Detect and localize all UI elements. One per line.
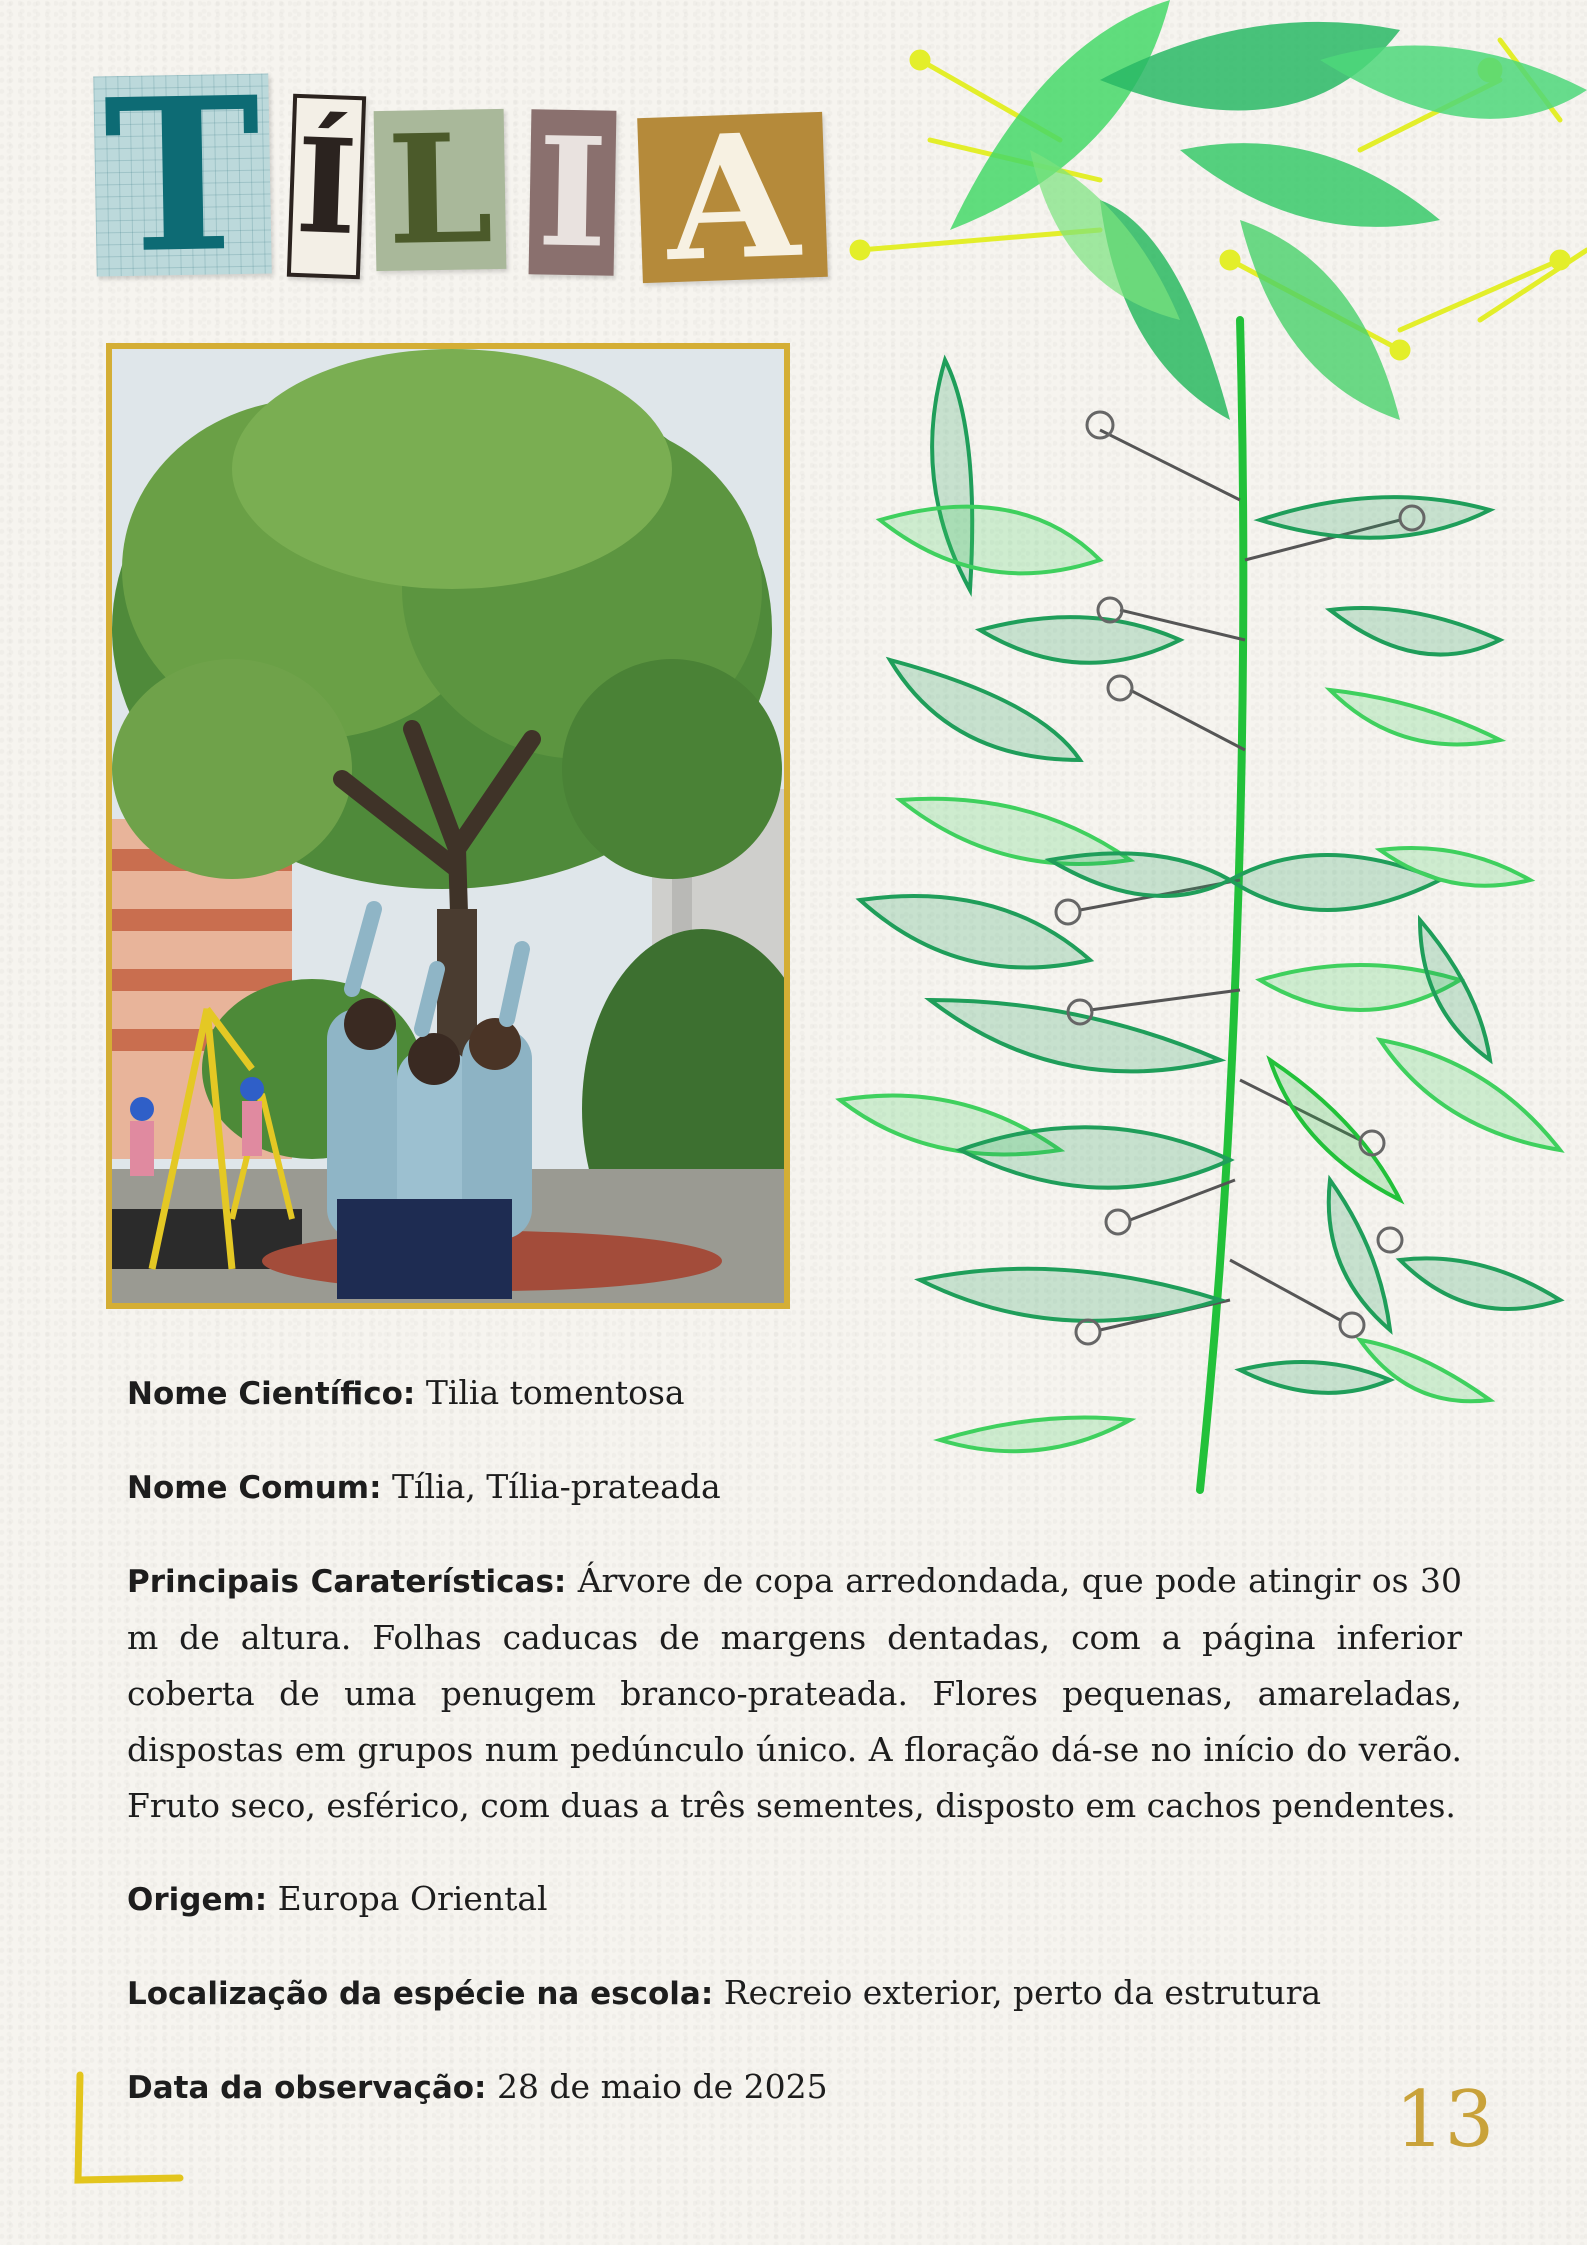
- species-info: [127, 1365, 1462, 2153]
- leaf-branch-drawing: [800, 0, 1587, 1500]
- corner-bracket-decoration: [60, 2070, 185, 2190]
- title-letter-t: T: [93, 73, 271, 276]
- tree-photo-illustration: [112, 349, 784, 1303]
- scientific-name-row: [127, 1365, 1462, 1422]
- origin-value: Europa Oriental: [267, 1879, 548, 1918]
- page-title: [95, 50, 835, 300]
- page-number: 13: [1395, 2075, 1495, 2165]
- common-name-label: Nome Comum:: [127, 1470, 382, 1506]
- scientific-name-label: Nome Científico:: [127, 1376, 416, 1412]
- origin-label: Origem:: [127, 1882, 268, 1918]
- title-letter-i-accent: Í: [287, 94, 366, 279]
- location-label: Localização da espécie na escola:: [127, 1976, 714, 2012]
- top-leaf-cluster: [950, 0, 1587, 420]
- leaves: [840, 360, 1560, 1451]
- branch-stem: [1200, 320, 1243, 1490]
- features-row: [127, 1553, 1462, 1834]
- origin-row: [127, 1871, 1462, 1928]
- features-label: Principais Caraterísticas:: [127, 1564, 567, 1600]
- title-letter-i: I: [529, 109, 617, 275]
- title-letter-a: A: [637, 112, 828, 283]
- common-name-row: [127, 1459, 1462, 1516]
- location-value: Recreio exterior, perto da estrutura: [713, 1973, 1322, 2012]
- date-label: Data da observação:: [127, 2070, 487, 2106]
- common-name-value: Tília, Tília-prateada: [381, 1467, 721, 1506]
- location-row: [127, 1965, 1462, 2022]
- features-value: Árvore de copa arredondada, que pode atingir os 30 m de altura. Folhas caducas de margens dentadas, com a página inferior coberta de uma penugem branco-prateada. Flores pequenas, amareladas, dispostas em grupos num pedúnculo único. A floração dá-se no início do verão. Fruto seco, esférico, com duas a três sementes, disposto em cachos pendentes.: [127, 1561, 1462, 1825]
- scientific-name-value: Tilia tomentosa: [415, 1373, 685, 1412]
- tree-photo: [106, 343, 790, 1309]
- title-letter-l: L: [374, 109, 507, 271]
- date-row: [127, 2059, 1462, 2116]
- date-value: 28 de maio de 2025: [486, 2067, 828, 2106]
